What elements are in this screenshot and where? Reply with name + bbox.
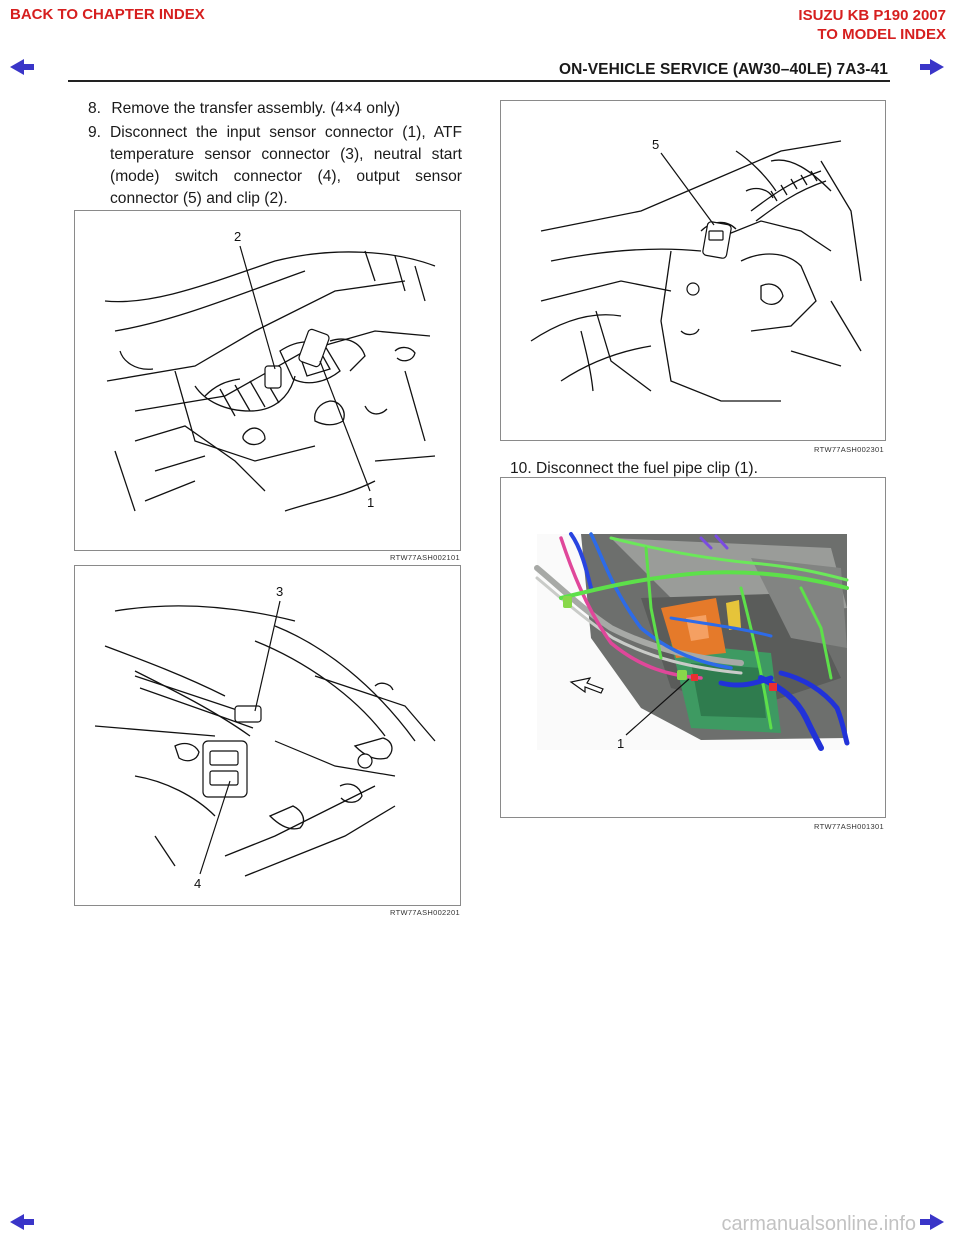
step-number: 8. (88, 100, 102, 117)
callout-1: 1 (617, 736, 625, 751)
step-9 (88, 122, 462, 210)
left-arrow-icon (8, 58, 36, 76)
back-to-chapter-index-link[interactable]: BACK TO CHAPTER INDEX (10, 6, 205, 23)
callout-1: 1 (367, 495, 375, 510)
next-page-button[interactable] (918, 58, 946, 76)
transmission-illustration-3 (501, 101, 885, 440)
figure-code: RTW77ASH002201 (390, 908, 460, 917)
transmission-illustration-1 (75, 211, 460, 550)
figure-neutral-switch (74, 565, 461, 906)
step-text: Remove the transfer assembly. (4×4 only) (111, 100, 401, 117)
right-arrow-icon (918, 58, 946, 76)
figure-code: RTW77ASH002101 (390, 553, 460, 562)
to-model-index-link[interactable]: TO MODEL INDEX (817, 26, 946, 43)
callout-3: 3 (276, 584, 284, 599)
figure-code: RTW77ASH002301 (814, 445, 884, 454)
footer-next-page-button[interactable] (918, 1213, 946, 1231)
right-arrow-icon (918, 1213, 946, 1231)
site-watermark: carmanualsonline.info (721, 1213, 916, 1235)
callout-5: 5 (652, 137, 660, 152)
transmission-color-illustration (501, 478, 885, 817)
callout-4: 4 (194, 876, 202, 891)
footer-prev-page-button[interactable] (8, 1213, 36, 1231)
model-title: ISUZU KB P190 2007 (798, 7, 946, 24)
section-title: ON-VEHICLE SERVICE (AW30–40LE) 7A3-41 (558, 61, 888, 78)
figure-fuel-pipe-clip (500, 477, 886, 818)
step-number: 9. (88, 124, 102, 141)
step-text: Disconnect the fuel pipe clip (1). (536, 460, 758, 477)
callout-2: 2 (234, 229, 242, 244)
step-8 (88, 98, 462, 120)
prev-page-button[interactable] (8, 58, 36, 76)
left-arrow-icon (8, 1213, 36, 1231)
step-text: Disconnect the input sensor connector (1), ATF temperature sensor connector (3), neutral start (mode) switch connector (4), output sensor connector (5) and clip (2). (110, 124, 462, 207)
model-header (798, 6, 946, 44)
figure-output-sensor (500, 100, 886, 441)
step-number: 10. (510, 460, 532, 477)
figure-code: RTW77ASH001301 (814, 822, 884, 831)
transmission-illustration-2 (75, 566, 460, 905)
header-rule (68, 80, 890, 82)
figure-input-sensor (74, 210, 461, 551)
